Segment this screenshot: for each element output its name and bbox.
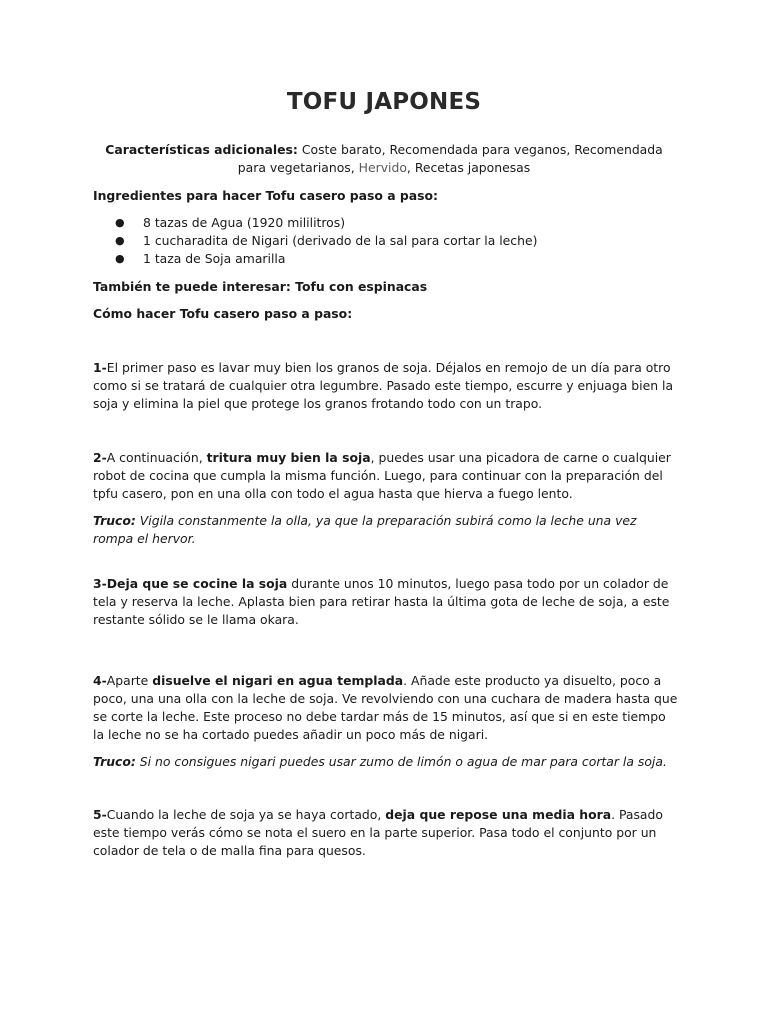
tip-1	[93, 512, 679, 548]
tip-label: Truco:	[93, 754, 136, 769]
tip-2	[93, 753, 679, 771]
bullet-icon: ●	[115, 234, 125, 247]
step-number: 4-	[93, 673, 107, 688]
step-2: 2-A continuación, tritura muy bien la soja, puedes usar una picadora de carne o cualquier robot de cocina que cumpla la misma función. Luego, para continuar con la preparación del tpfu casero, pon en una olla con todo el agua hasta que hierva a fuego lento.	[93, 450, 671, 501]
list-item: ● 1 taza de Soja amarilla	[115, 251, 286, 266]
feature-item: Recetas japonesas	[414, 160, 531, 175]
ingredients-heading: Ingredientes para hacer Tofu casero paso a paso:	[93, 188, 438, 203]
feature-item: Recomendada para vegetarianos	[237, 142, 663, 175]
step-1	[93, 359, 679, 413]
also-interesting	[93, 278, 679, 296]
how-to-heading: Cómo hacer Tofu casero paso a paso:	[93, 306, 353, 321]
step-highlight: deja que repose una media hora	[385, 807, 612, 822]
also-prefix: También te puede interesar:	[93, 279, 296, 294]
feature-item: Recomendada para veganos	[389, 142, 567, 157]
step-highlight: disuelve el nigari en agua templada	[152, 673, 404, 688]
step-5: 5-Cuando la leche de soja ya se haya cortado, deja que repose una media hora. Pasado este tiempo verás cómo se nota el suero en la parte superior. Pasa todo el conjunto por un colador de tela o de malla fina para quesos.	[93, 807, 663, 858]
recipe-title: TOFU JAPONES	[286, 89, 482, 115]
bullet-icon: ●	[115, 252, 125, 265]
list-item: ● 1 cucharadita de Nigari (derivado de la sal para cortar la leche)	[115, 233, 538, 248]
feature-item: Coste barato	[301, 142, 382, 157]
related-recipe-link[interactable]: Tofu con espinacas	[295, 279, 428, 294]
step-3: 3-Deja que se cocine la soja durante unos 10 minutos, luego pasa todo por un colador de tela y reserva la leche. Aplasta bien para retirar hasta la última gota de leche de soja, a este restante sólido se le llama okara.	[93, 576, 670, 627]
step-number: 5-	[93, 807, 107, 822]
features-paragraph: Características adicionales: Coste barato, Recomendada para veganos, Recomendada para vegetarianos, Hervido, Recetas japonesas	[105, 142, 663, 175]
features-label: Características adicionales:	[105, 142, 298, 157]
tip-label: Truco:	[93, 513, 136, 528]
step-number: 3-	[93, 576, 107, 591]
step-number: 1-	[93, 360, 107, 375]
feature-item: Hervido	[358, 160, 407, 175]
step-text: El primer paso es lavar muy bien los granos de soja. Déjalos en remojo de un día para otro como si se tratará de cualquier otra legumbre. Pasado este tiempo, escurre y enjuaga bien la soja y elimina la piel que protege los granos frotando todo con un trapo.	[93, 360, 674, 411]
tip-text: Si no consigues nigari puedes usar zumo de limón o agua de mar para cortar la soja.	[135, 754, 667, 769]
step-highlight: tritura muy bien la soja	[206, 450, 371, 465]
bullet-icon: ●	[115, 216, 125, 229]
step-number: 2-	[93, 450, 107, 465]
step-4: 4-Aparte disuelve el nigari en agua templada. Añade este producto ya disuelto, poco a poco, una una olla con la leche de soja. Ve revolviendo con una cuchara de madera hasta que se corte la leche. Este proceso no debe tardar más de 15 minutos, así que si en este tiempo la leche no se ha cortado puedes añadir un poco más de nigari.	[93, 673, 678, 742]
step-highlight: Deja que se cocine la soja	[106, 576, 288, 591]
ingredients-list	[93, 214, 679, 268]
list-item: ● 8 tazas de Agua (1920 mililitros)	[115, 215, 346, 230]
tip-text: Vigila constanmente la olla, ya que la preparación subirá como la leche una vez rompa el hervor.	[93, 513, 637, 546]
